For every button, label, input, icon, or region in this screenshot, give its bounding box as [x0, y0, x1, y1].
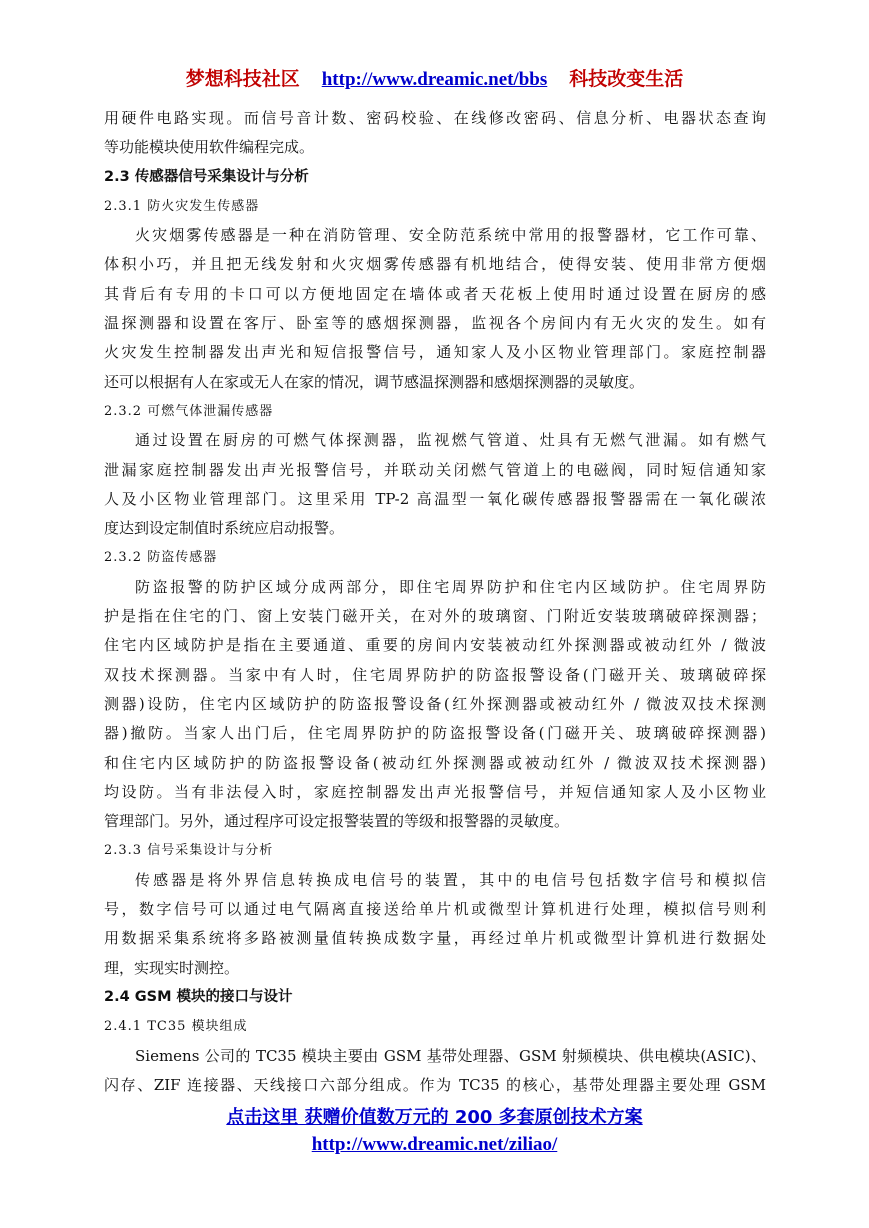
document-body	[104, 104, 766, 1100]
site-name: 梦想科技社区	[185, 69, 300, 90]
text-line: 度达到设定制值时系统应启动报警。	[104, 519, 345, 538]
promo-link[interactable]: 点击这里 获赠价值数万元的 200 多套原创技术方案	[226, 1107, 643, 1128]
text-line: 温探测器和设置在客厅、卧室等的感烟探测器，监视各个房间内有无火灾的发生。如有	[104, 314, 766, 333]
slogan: 科技改变生活	[569, 69, 684, 90]
page-header	[0, 64, 869, 91]
text-line: 住宅内区域防护是指在主要通道、重要的房间内安装被动红外探测器或被动红外 / 微波	[104, 636, 767, 655]
section-heading: 2.3.2 可燃气体泄漏传感器	[104, 403, 274, 419]
text-line: 人及小区物业管理部门。这里采用 TP-2 高温型一氧化碳传感器报警器需在一氧化碳浓	[104, 489, 766, 508]
text-line: 器)撤防。当家人出门后，住宅周界防护的防盗报警设备(门磁开关、玻璃破碎探测器)	[104, 724, 766, 743]
section-heading: 2.3.1 防火灾发生传感器	[104, 198, 260, 214]
text-line: 均设防。当有非法侵入时，家庭控制器发出声光报警信号，并短信通知家人及小区物业	[104, 782, 766, 801]
text-line: 用硬件电路实现。而信号音计数、密码校验、在线修改密码、信息分析、电器状态查询	[104, 109, 766, 127]
section-heading: 2.4 GSM 模块的接口与设计	[104, 988, 293, 1005]
text-line: 传感器是将外界信息转换成电信号的装置，其中的电信号包括数字信号和模拟信	[135, 870, 766, 889]
text-line: 泄漏家庭控制器发出声光报警信号，并联动关闭燃气管道上的电磁阀，同时短信通知家	[104, 460, 766, 479]
section-heading: 2.3.3 信号采集设计与分析	[104, 843, 274, 859]
text-line: 测器)设防，住宅内区域防护的防盗报警设备(红外探测器或被动红外 / 微波双技术探测	[104, 694, 766, 713]
text-line: 双技术探测器。当家中有人时，住宅周界防护的防盗报警设备(门磁开关、玻璃破碎探	[104, 665, 766, 684]
text-line: 管理部门。另外，通过程序可设定报警装置的等级和报警器的灵敏度。	[104, 812, 570, 831]
page-footer	[0, 1104, 869, 1158]
section-heading: 2.4.1 TC35 模块组成	[104, 1019, 248, 1035]
text-line: 和住宅内区域防护的防盗报警设备(被动红外探测器或被动红外 / 微波双技术探测器)	[104, 753, 766, 772]
section-heading: 2.3 传感器信号采集设计与分析	[104, 168, 309, 185]
text-line: 体积小巧，并且把无线发射和火灾烟雾传感器有机地结合，使得安装、使用非常方便烟	[104, 255, 766, 274]
header-link[interactable]: http://www.dreamic.net/bbs	[321, 69, 548, 90]
text-line: 火灾烟雾传感器是一种在消防管理、安全防范系统中常用的报警器材，它工作可靠、	[135, 226, 766, 245]
text-line: 其背后有专用的卡口可以方便地固定在墙体或者天花板上使用时通过设置在厨房的感	[104, 284, 766, 303]
text-line: 等功能模块使用软件编程完成。	[104, 138, 315, 157]
section-heading: 2.3.2 防盗传感器	[104, 550, 218, 566]
text-line: 号，数字信号可以通过电气隔离直接送给单片机或微型计算机进行处理，模拟信号则利	[104, 900, 766, 919]
text-line: 用数据采集系统将多路被测量值转换成数字量，再经过单片机或微型计算机进行数据处	[104, 929, 766, 948]
text-line: 理，实现实时测控。	[104, 958, 240, 977]
footer-link[interactable]: http://www.dreamic.net/ziliao/	[311, 1134, 558, 1155]
text-line: 闪存、ZIF 连接器、天线接口六部分组成。作为 TC35 的核心，基带处理器主要处理 GSM	[104, 1075, 766, 1094]
text-line: 还可以根据有人在家或无人在家的情况，调节感温探测器和感烟探测器的灵敏度。	[104, 372, 645, 391]
text-line: Siemens 公司的 TC35 模块主要由 GSM 基带处理器、GSM 射频模块、供电模块(ASIC)、	[135, 1046, 766, 1065]
text-line: 护是指在住宅的门、窗上安装门磁开关，在对外的玻璃窗、门附近安装玻璃破碎探测器；	[104, 607, 766, 626]
text-line: 火灾发生控制器发出声光和短信报警信号，通知家人及小区物业管理部门。家庭控制器	[104, 343, 766, 362]
text-line: 防盗报警的防护区域分成两部分，即住宅周界防护和住宅内区域防护。住宅周界防	[135, 577, 766, 596]
text-line: 通过设置在厨房的可燃气体探测器，监视燃气管道、灶具有无燃气泄漏。如有燃气	[135, 431, 766, 450]
